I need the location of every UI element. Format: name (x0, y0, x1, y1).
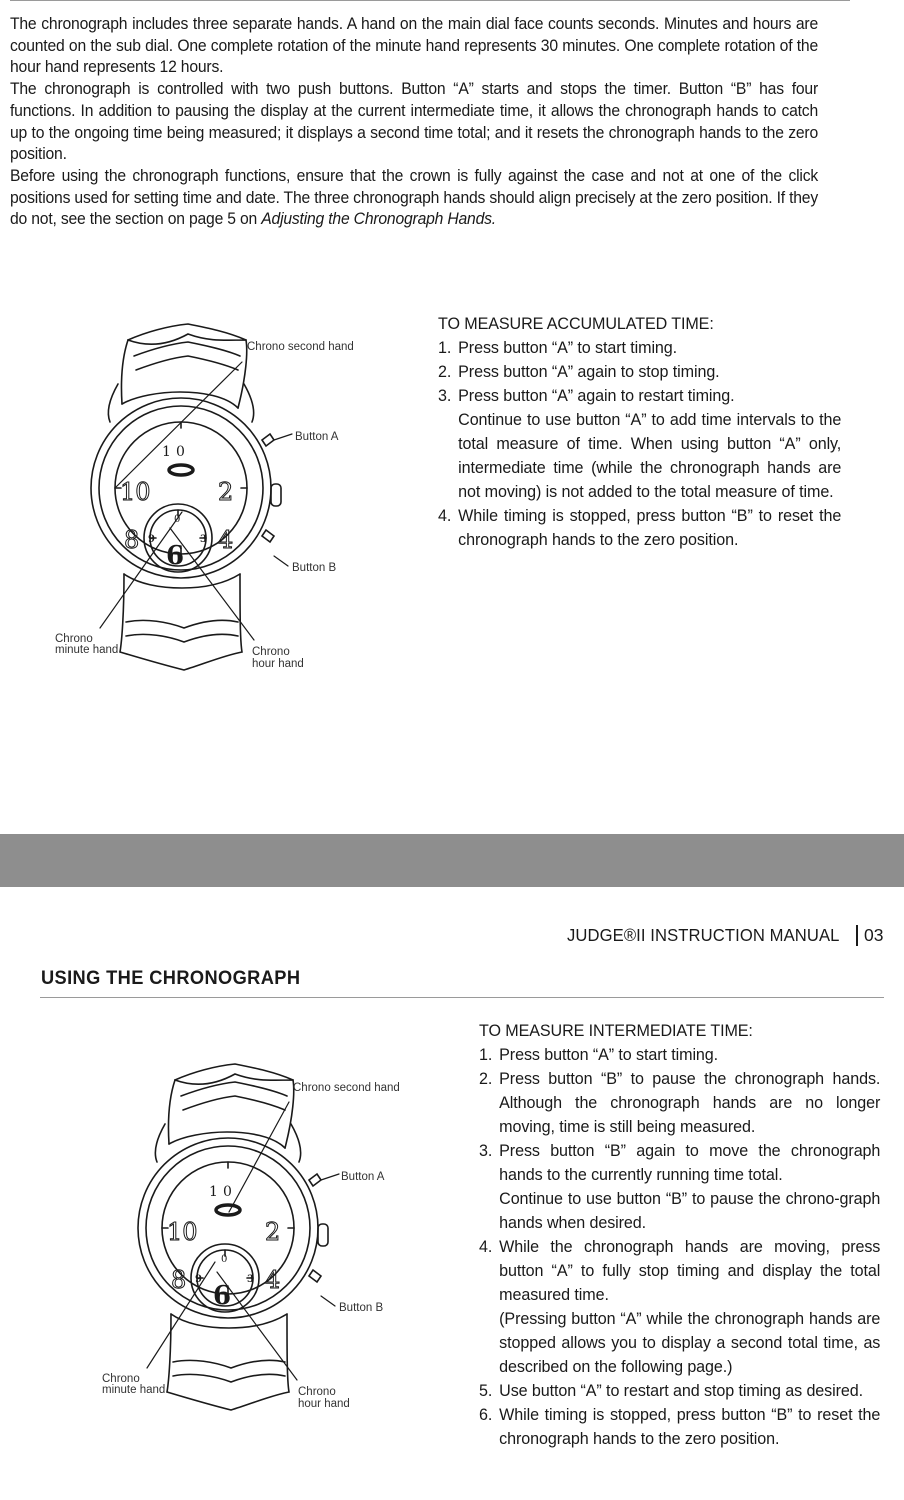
subdial-numeral-9: 9 (148, 534, 155, 545)
watch-diagram-1 (50, 322, 370, 682)
label-button-b: Button B (292, 562, 337, 574)
accumulated-step (438, 384, 841, 504)
intro-paragraph-3 (10, 166, 818, 231)
dial-numeral-2: 2 (218, 478, 234, 506)
label-button-a: Button A (295, 431, 339, 443)
logo-mark (216, 1205, 240, 1215)
dial-numeral-4: 4 (218, 526, 234, 554)
button-a-shape (309, 1174, 321, 1186)
label-chrono-hour-hand-line2: hour hand (252, 658, 304, 670)
subdial-numeral-3: 3 (247, 1274, 254, 1285)
intro-text (10, 14, 818, 231)
step-number: 2. (438, 362, 452, 381)
step-text: While timing is stopped, press button “B” to reset the chronograph hands to the zero position. (458, 506, 842, 549)
subdial-numeral-0: 0 (174, 514, 181, 525)
dial-numeral-1: 1 (209, 1184, 218, 1200)
dial-numeral-1: 1 (162, 444, 171, 460)
step-number: 3. (479, 1141, 493, 1160)
crown (318, 1224, 328, 1246)
step-number: 5. (479, 1381, 493, 1400)
accumulated-time-instructions (438, 312, 841, 552)
manual-title: JUDGE®II INSTRUCTION MANUAL (567, 925, 840, 945)
page-number: 03 (856, 925, 883, 946)
label-chrono-second-hand: Chrono second hand (293, 1082, 400, 1094)
dial-numeral-0: 0 (176, 444, 185, 460)
step-number: 2. (479, 1069, 493, 1088)
dial-numeral-8: 8 (124, 526, 140, 554)
callout-line-button-a (274, 434, 292, 440)
label-chrono-minute-hand-line1: Chrono (55, 633, 93, 645)
top-divider (10, 0, 850, 1)
subdial-numeral-0: 0 (221, 1254, 228, 1265)
callout-line-second-hand (229, 1102, 289, 1212)
crown (271, 484, 281, 506)
dial-numeral-10: 10 (120, 478, 151, 506)
button-b-shape (262, 530, 274, 542)
step-text: (Pressing button “A” while the chronograph hands are stopped allows you to display a second total time, as described on the following page.) (499, 1309, 881, 1376)
label-chrono-hour-hand-line1: Chrono (252, 646, 290, 658)
step-number: 1. (438, 338, 452, 357)
accumulated-step (438, 360, 841, 384)
accumulated-step (438, 504, 841, 552)
button-a-shape (262, 434, 274, 446)
intermediate-time-instructions (479, 1019, 880, 1451)
step-number: 6. (479, 1405, 493, 1424)
step-text: While the chronograph hands are moving, press button “A” to fully stop timing and display the total measured time. (499, 1237, 881, 1304)
step-text: Press button “A” again to stop timing. (458, 362, 720, 381)
watch-diagram-2 (97, 1062, 417, 1422)
dial-numeral-4: 4 (265, 1266, 281, 1294)
step-text: Press button “B” to pause the chronograph hands. Although the chronograph hands are no longer moving, time is still being measured. (499, 1069, 881, 1136)
dial-numeral-2: 2 (265, 1218, 281, 1246)
intermediate-step (479, 1379, 880, 1403)
step-text: Use button “A” to restart and stop timing as desired. (499, 1381, 863, 1400)
step-text: Press button “A” to start timing. (458, 338, 678, 357)
dial-numeral-10: 10 (167, 1218, 198, 1246)
subdial-numeral-3: 3 (200, 534, 207, 545)
intermediate-step (479, 1235, 880, 1379)
intro-paragraph-1: The chronograph includes three separate hands. A hand on the main dial face counts seconds. Minutes and hours are counted on the sub dial. One complete rotation of the minute hand represents 30 minutes. One complete rotation of the hour hand represents 12 hours. (10, 15, 819, 77)
section-divider (40, 997, 884, 998)
logo-mark (169, 465, 193, 475)
intermediate-step (479, 1139, 880, 1235)
label-chrono-hour-hand-line1: Chrono (298, 1386, 336, 1398)
intermediate-step (479, 1403, 880, 1451)
label-chrono-minute-hand-line2: minute hand (102, 1384, 166, 1396)
callout-line-button-b (274, 556, 288, 566)
dial-numeral-8: 8 (171, 1266, 187, 1294)
step-number: 4. (479, 1237, 493, 1256)
label-button-a: Button A (341, 1171, 385, 1183)
step-number: 4. (438, 506, 452, 525)
step-text: Continue to use button “B” to pause the chrono-graph hands when desired. (499, 1189, 881, 1232)
subdial-numeral-9: 9 (195, 1274, 202, 1285)
step-number: 3. (438, 386, 452, 405)
label-chrono-hour-hand-line2: hour hand (298, 1398, 350, 1410)
intermediate-step (479, 1043, 880, 1067)
dial-numeral-6: 6 (166, 541, 185, 571)
label-button-b: Button B (339, 1302, 384, 1314)
step-text: Press button “B” again to move the chronograph hands to the currently running time total. (499, 1141, 881, 1184)
callout-line-second-hand (116, 362, 242, 487)
step-text: While timing is stopped, press button “B” to reset the chronograph hands to the zero position. (499, 1405, 881, 1448)
label-chrono-minute-hand-line1: Chrono (102, 1373, 140, 1385)
callout-line-button-a (321, 1174, 339, 1180)
page-separator-band (0, 834, 904, 887)
label-chrono-minute-hand-line2: minute hand (55, 644, 119, 656)
button-b-shape (309, 1270, 321, 1282)
step-text: Continue to use button “A” to add time intervals to the total measure of time. When using button “A” only, intermediate time (while the chronograph hands are not moving) is not added to the total measure of time. (458, 410, 842, 501)
intermediate-step (479, 1067, 880, 1139)
section-title: USING THE CHRONOGRAPH (41, 968, 301, 989)
accumulated-step (438, 336, 841, 360)
intro-paragraph-3-lead: Before using the chronograph functions, ensure that the crown is fully against the case and not at one of the click positions used for setting time and date. The three chronograph hands should align precisely at the zero position. If they do not, see the section on page 5 on (10, 166, 819, 229)
dial-numeral-6: 6 (213, 1281, 232, 1311)
step-text: Press button “A” to start timing. (499, 1045, 719, 1064)
intro-paragraph-2: The chronograph is controlled with two push buttons. Button “A” starts and stops the timer. Button “B” has four functions. In addition to pausing the display at the current intermediate time, it allows the chronograph hands to catch up to the ongoing time being measured; it displays a second time total; and it resets the chronograph hands to the zero position. (10, 80, 819, 164)
accumulated-heading: TO MEASURE ACCUMULATED TIME: (438, 314, 714, 333)
dial-numeral-0: 0 (223, 1184, 232, 1200)
step-text: Press button “A” again to restart timing. (458, 386, 735, 405)
adjusting-hands-reference: Adjusting the Chronograph Hands. (261, 210, 496, 229)
step-number: 1. (479, 1045, 493, 1064)
callout-line-button-b (321, 1296, 335, 1306)
label-chrono-second-hand: Chrono second hand (247, 341, 354, 353)
intermediate-heading: TO MEASURE INTERMEDIATE TIME: (479, 1021, 753, 1040)
